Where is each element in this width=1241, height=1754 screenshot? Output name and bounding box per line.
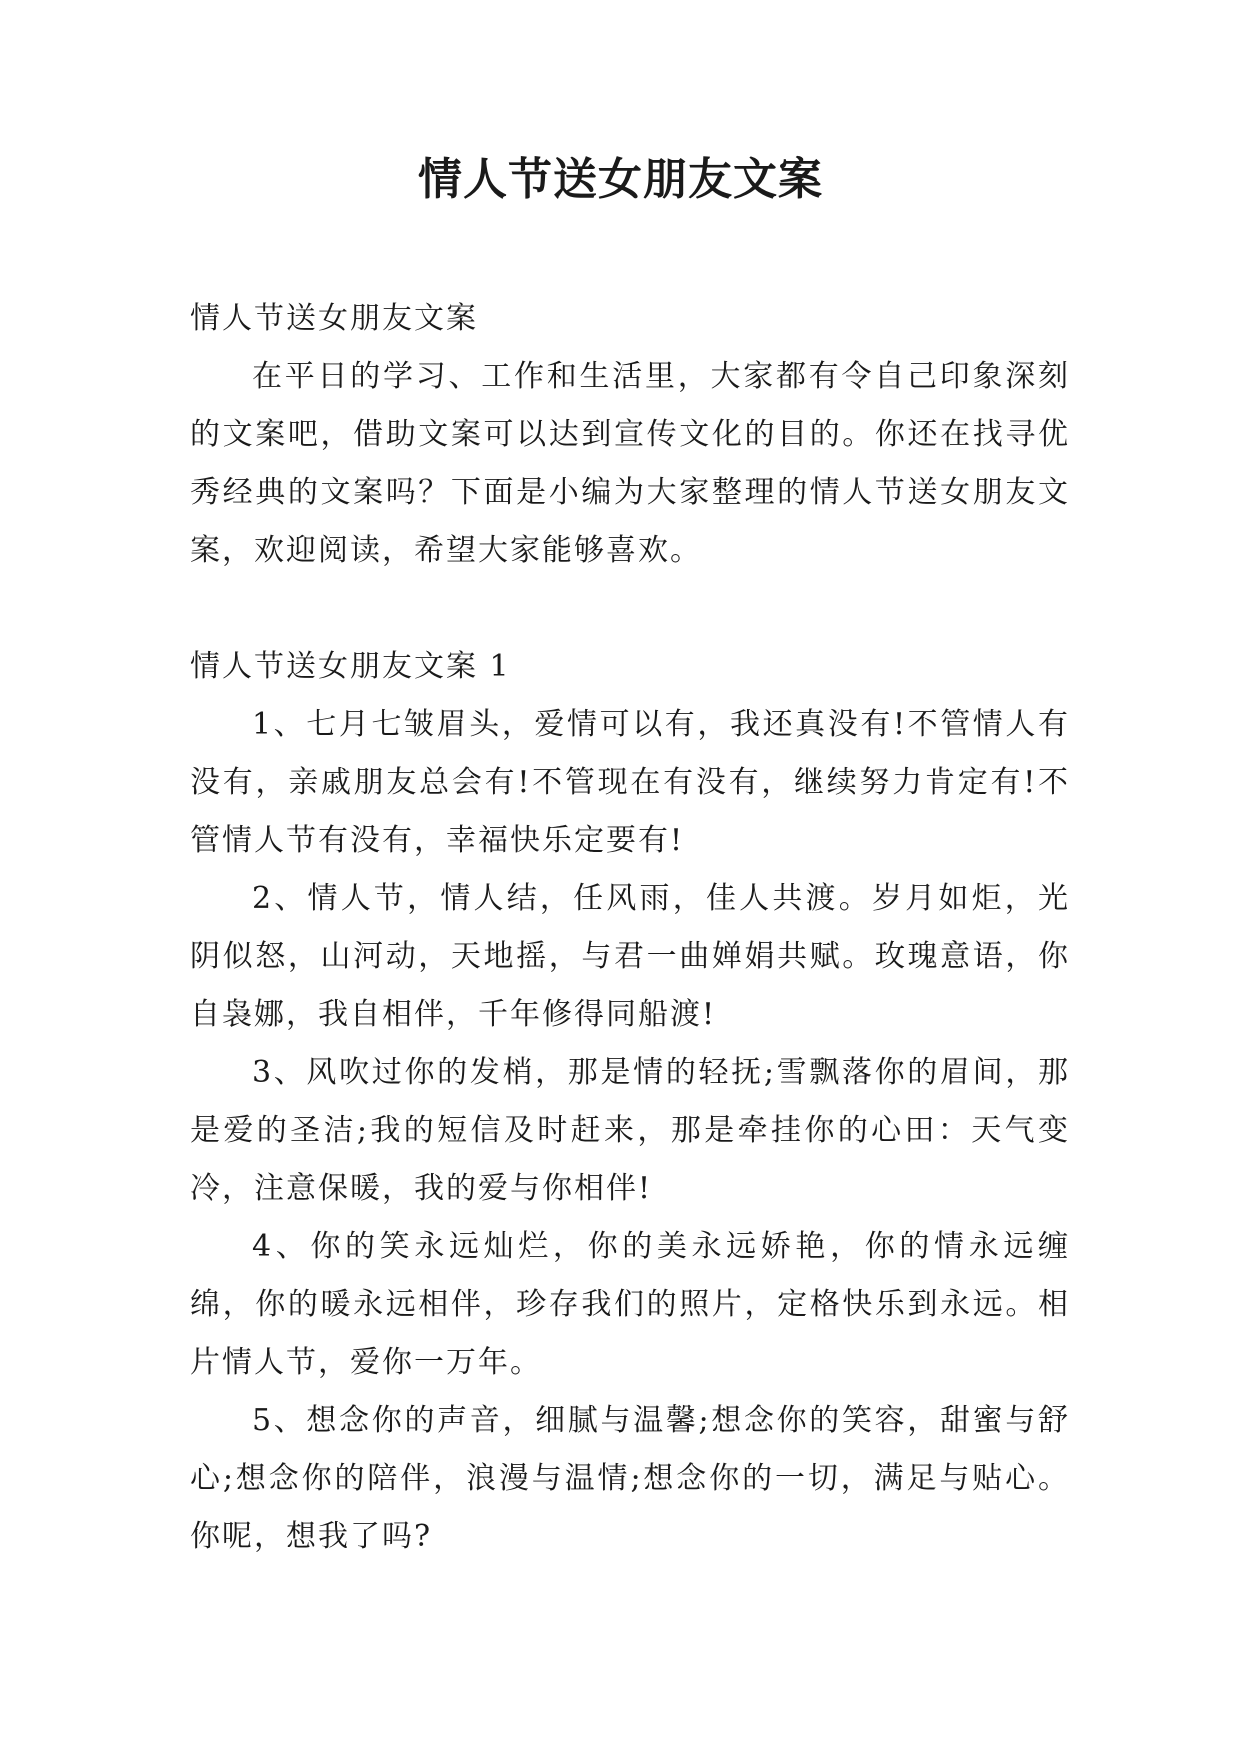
document-subtitle: 情人节送女朋友文案	[190, 301, 478, 336]
document-body	[190, 290, 1070, 1566]
list-item: 1、七月七皱眉头，爱情可以有，我还真没有!不管情人有没有，亲戚朋友总会有!不管现在有没有，继续努力肯定有!不管情人节有没有，幸福快乐定要有!	[190, 707, 1070, 858]
section-heading: 情人节送女朋友文案 1	[190, 649, 511, 684]
document-title: 情人节送女朋友文案	[418, 154, 823, 205]
list-item: 5、想念你的声音，细腻与温馨;想念你的笑容，甜蜜与舒心;想念你的陪伴，浪漫与温情;想念你的一切，满足与贴心。你呢，想我了吗?	[190, 1403, 1070, 1554]
list-item: 3、风吹过你的发梢，那是情的轻抚;雪飘落你的眉间，那是爱的圣洁;我的短信及时赶来，那是牵挂你的心田：天气变冷，注意保暖，我的爱与你相伴!	[190, 1055, 1070, 1206]
list-item: 2、情人节，情人结，任风雨，佳人共渡。岁月如炬，光阴似怒，山河动，天地摇，与君一曲婵娟共赋。玫瑰意语，你自袅娜，我自相伴，千年修得同船渡!	[190, 881, 1070, 1032]
list-item: 4、你的笑永远灿烂，你的美永远娇艳，你的情永远缠绵，你的暖永远相伴，珍存我们的照片，定格快乐到永远。相片情人节，爱你一万年。	[190, 1229, 1070, 1380]
intro-paragraph: 在平日的学习、工作和生活里，大家都有令自己印象深刻的文案吧，借助文案可以达到宣传文化的目的。你还在找寻优秀经典的文案吗？下面是小编为大家整理的情人节送女朋友文案，欢迎阅读，希望大家能够喜欢。	[190, 359, 1070, 568]
